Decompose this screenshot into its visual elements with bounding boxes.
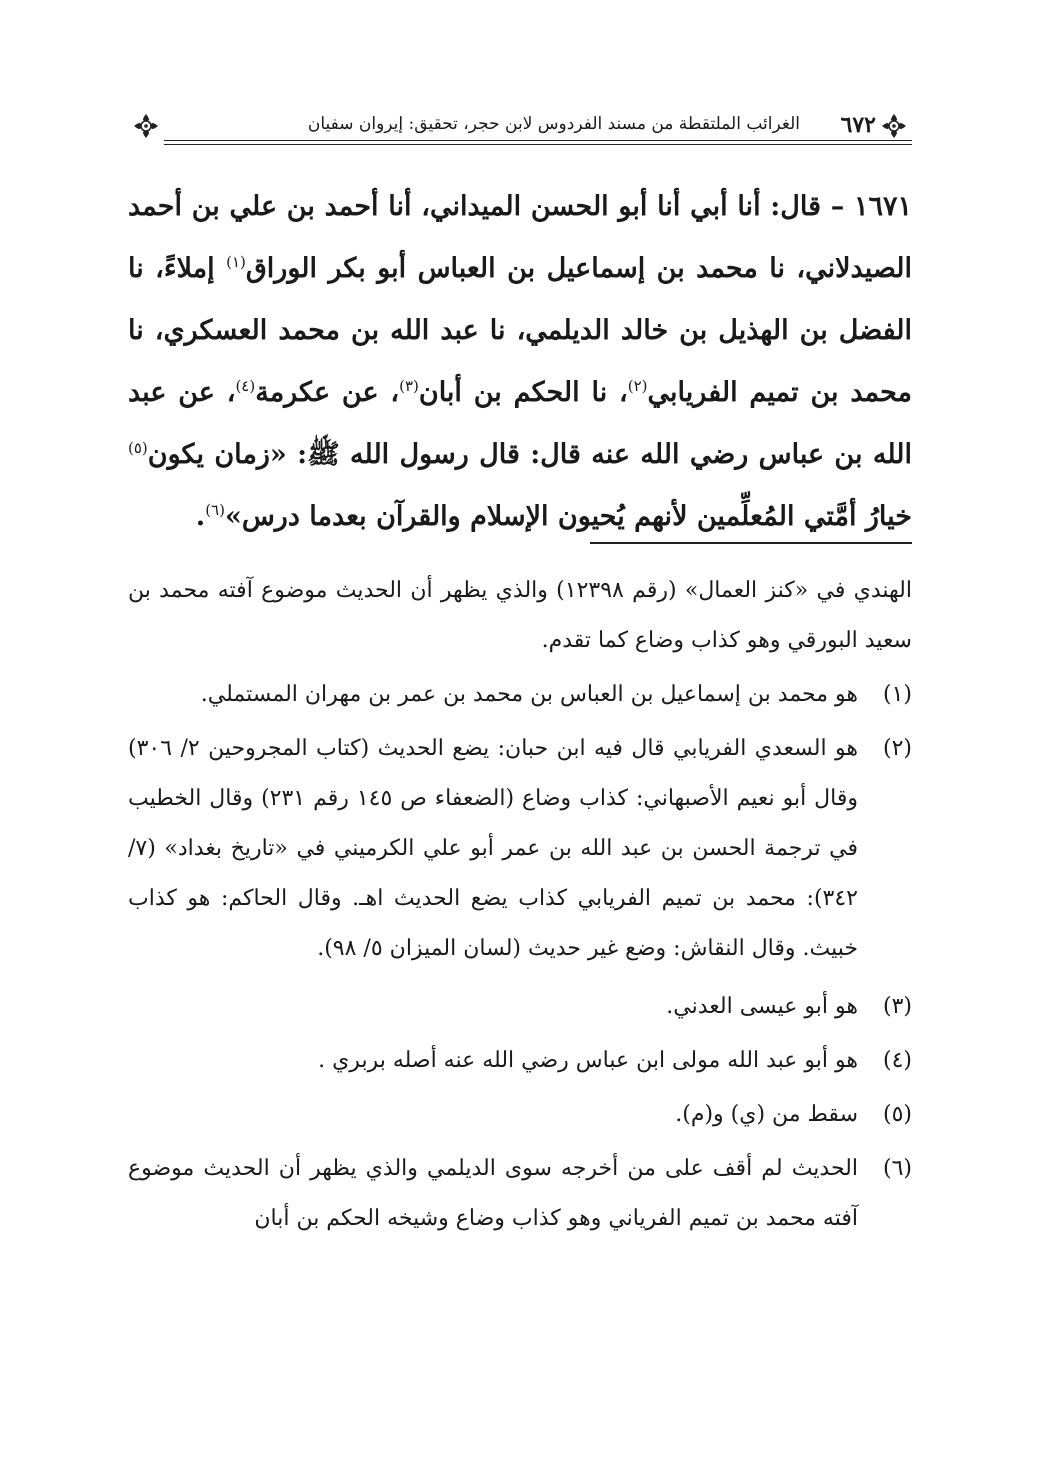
footnote-number: (٥) (882, 1102, 912, 1127)
footnote-item (128, 724, 912, 974)
footnote-marker: (٥) (128, 439, 148, 457)
footnote-marker: (٣) (399, 377, 419, 395)
footnote-item (128, 1144, 912, 1244)
hadith-text: ، عن عبد الله بن عباس رضي الله عنه قال: قال رسول الله ﷺ: «زمان يكون (128, 377, 912, 470)
hadith-text: ، نا الحكم بن أبان (418, 377, 628, 408)
footnote-continuation: الهندي في «كنز العمال» (رقم ١٢٣٩٨) والذي يظهر أن الحديث موضوع آفته محمد بن سعيد البورقي وهو كذاب وضاع كما تقدم. (128, 578, 913, 653)
footnote-number: (٣) (882, 994, 912, 1019)
footnote-marker: (١) (226, 253, 246, 271)
footnote-item (128, 982, 912, 1032)
hadith-text: . (195, 501, 206, 532)
footnote-text: هو أبو عبد الله مولى ابن عباس رضي الله عنه أصله بربري . (318, 1048, 858, 1073)
footnote-separator (590, 542, 912, 544)
footnote-number: (٢) (882, 736, 912, 761)
footnote-marker: (٤) (235, 377, 256, 395)
hadith-text: ١٦٧١ – قال: أنا أبي أنا أبو الحسن الميداني، أنا أحمد بن علي بن أحمد الصيدلاني، نا محمد بن إسماعيل بن العباس أبو بكر الوراق (128, 191, 912, 284)
footnote-text: سقط من (ي) و(م). (675, 1102, 858, 1127)
hadith-text: إملاءً، نا الفضل بن الهذيل بن خالد الديلمي، نا عبد الله بن محمد العسكري، نا محمد بن تميم الفريابي (128, 253, 912, 408)
floral-ornament-icon (128, 108, 164, 144)
header-rule (164, 144, 912, 145)
footnote-number: (٦) (882, 1156, 912, 1181)
footnote-marker: (٢) (627, 377, 648, 395)
footnotes (128, 566, 912, 1244)
footnote-text: الحديث لم أقف على من أخرجه سوى الديلمي والذي يظهر أن الحديث موضوع آفته محمد بن تميم الفرياني وهو كذاب وضاع وشيخه الحكم بن أبان (128, 1156, 858, 1231)
footnote-text: هو أبو عيسى العدني. (666, 994, 858, 1019)
floral-ornament-icon (876, 108, 912, 144)
footnote-item (128, 1036, 912, 1086)
footnote-number: (١) (882, 682, 912, 707)
footnote-text: هو محمد بن إسماعيل بن العباس بن محمد بن عمر بن مهران المستملي. (200, 682, 858, 707)
footnote-item (128, 670, 912, 720)
hadith-paragraph (128, 176, 912, 548)
footnote-item (128, 1090, 912, 1140)
running-header (128, 108, 912, 148)
footnote-number: (٤) (882, 1048, 912, 1073)
footnote-text: هو السعدي الفريابي قال فيه ابن حبان: يضع الحديث (كتاب المجروحين ٢/ ٣٠٦) وقال أبو نعيم الأصبهاني: كذاب وضاع (الضعفاء ص ١٤٥ رقم ٢٣١) وقال الخطيب في ترجمة الحسن بن عبد الله بن عمر أبو علي الكرميني في «تاريخ بغداد» (٧/ ٣٤٢): محمد بن تميم الفريابي كذاب يضع الحديث اهـ. وقال الحاكم: هو كذاب خبيث. وقال النقاش: وضع غير حديث (لسان الميزان ٥/ ٩٨). (128, 736, 858, 961)
running-title: الغرائب الملتقطة من مسند الفردوس لابن حجر، تحقيق: إيروان سفيان (307, 114, 800, 134)
page-number: ٦٧٢ (840, 112, 876, 138)
hadith-text: ، عن عكرمة (255, 377, 400, 408)
hadith-quote: خيارُ أمَّتي المُعلِّمين لأنهم يُحيون الإسلام والقرآن بعدما درس» (224, 501, 912, 532)
header-rule (164, 140, 912, 141)
footnote-marker: (٦) (205, 501, 225, 519)
main-text (128, 176, 912, 548)
